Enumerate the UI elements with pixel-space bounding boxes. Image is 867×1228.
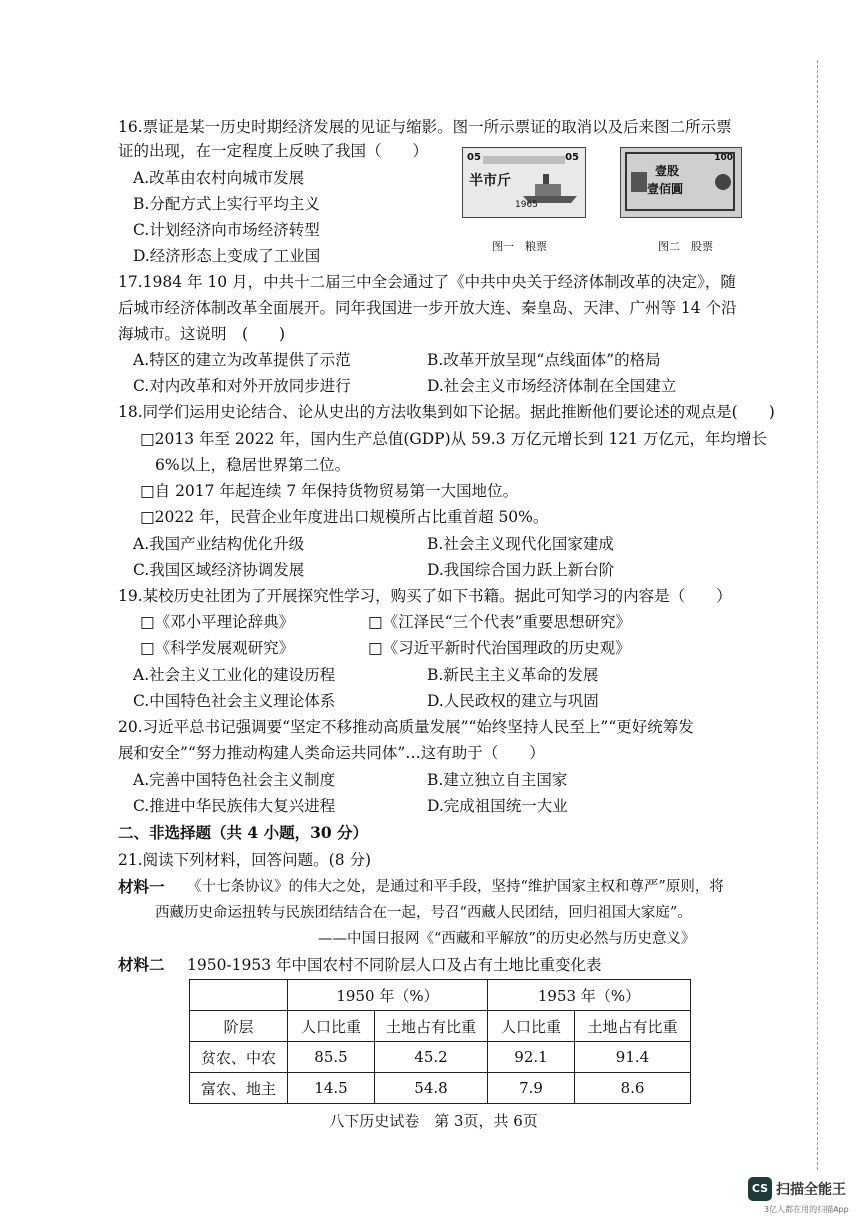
table-year2-header: 1953 年（%） [488,980,691,1011]
scanner-watermark [748,1177,858,1217]
table-header-years [190,980,691,1011]
q17-option-d: D.社会主义市场经济体制在全国建立 [427,377,677,395]
table-row-label: 贫农、中农 [190,1042,288,1073]
table-col-pop-1950: 人口比重 [288,1011,375,1042]
q18-option-c: C.我国区域经济协调发展 [133,561,305,579]
ship-illustration [521,170,581,204]
grain-coupon-number-right: 05 [565,152,579,163]
q19-option-c: C.中国特色社会主义理论体系 [133,692,336,710]
table-cell: 92.1 [488,1042,575,1073]
q19-book4: □《习近平新时代治国理政的历史观》 [368,639,631,657]
q16-option-c: C.计划经济向市场经济转型 [133,221,320,239]
table-cell: 54.8 [375,1073,488,1104]
q16-stem-line1: 16.票证是某一历史时期经济发展的见证与缩影。图一所示票证的取消以及后来图二所示票 [118,118,732,136]
watermark-slogan: 3亿人都在用的扫描App [764,1205,849,1214]
section2-heading: 二、非选择题（共 4 小题，30 分） [118,823,369,842]
land-population-table [189,979,691,1104]
q19-book1: □《邓小平理论辞典》 [140,613,295,631]
material1-source: ——中国日报网《“西藏和平解放”的历史必然与历史意义》 [318,931,696,947]
q18-evidence2: □自 2017 年起连续 7 年保持货物贸易第一大国地位。 [140,482,519,500]
q17-stem-line3: 海城市。这说明 ( ) [118,325,286,343]
q17-option-c: C.对内改革和对外开放同步进行 [133,377,351,395]
watermark-app-name: 扫描全能王 [776,1182,846,1198]
grain-coupon-header-band [483,156,565,164]
stock-certificate-line2: 壹佰圓 [647,182,684,196]
table-col-land-1953: 土地占有比重 [575,1011,691,1042]
q20-stem-line2: 展和安全”“努力推动构建人类命运共同体”…这有助于（ ） [118,744,545,762]
stock-certificate-image [620,147,742,218]
q17-stem-line2: 后城市经济体制改革全面展开。同年我国进一步开放大连、秦皇岛、天津、广州等 14 个沿 [118,299,737,317]
q19-option-b: B.新民主主义革命的发展 [427,666,599,684]
q16-option-a: A.改革由农村向城市发展 [133,169,305,187]
stock-certificate-seal [715,174,731,190]
grain-coupon-number-left: 05 [467,152,481,163]
q19-book2: □《江泽民“三个代表”重要思想研究》 [368,613,631,631]
figure2-caption: 图二 股票 [658,240,713,253]
material1-label: 材料一 [118,877,165,896]
q16-option-d: D.经济形态上变成了工业国 [133,247,321,265]
stock-certificate-line1: 壹股 [655,164,680,178]
q18-evidence3: □2022 年，民营企业年度进出口规模所占比重首超 50%。 [140,508,549,526]
table-col-land-1950: 土地占有比重 [375,1011,488,1042]
table-corner-cell [190,980,288,1011]
table-cell: 85.5 [288,1042,375,1073]
q20-option-d: D.完成祖国统一大业 [427,797,568,815]
q20-option-a: A.完善中国特色社会主义制度 [133,771,336,789]
table-row-label: 富农、地主 [190,1073,288,1104]
material2-title: 1950-1953 年中国农村不同阶层人口及占有土地比重变化表 [187,956,602,974]
q19-stem: 19.某校历史社团为了开展探究性学习，购买了如下书籍。据此可知学习的内容是（ ） [118,587,732,605]
table-cell: 14.5 [288,1073,375,1104]
table-col-pop-1953: 人口比重 [488,1011,575,1042]
q20-option-b: B.建立独立自主国家 [427,771,568,789]
q17-option-a: A.特区的建立为改革提供了示范 [133,351,351,369]
table-year1-header: 1950 年（%） [288,980,488,1011]
table-header-columns [190,1011,691,1042]
q20-stem-line1: 20.习近平总书记强调要“坚定不移推动高质量发展”“始终坚持人民至上”“更好统筹发 [118,718,694,736]
q19-option-a: A.社会主义工业化的建设历程 [133,666,336,684]
page-footer: 八下历史试卷 第 3页，共 6页 [329,1112,538,1130]
table-cell: 91.4 [575,1042,691,1073]
q18-evidence1-line1: □2013 年至 2022 年，国内生产总值(GDP)从 59.3 万亿元增长到 121 万亿元，年均增长 [140,430,767,448]
q20-option-c: C.推进中华民族伟大复兴进程 [133,797,336,815]
q18-option-d: D.我国综合国力跃上新台阶 [427,561,615,579]
grain-coupon-year: 1965 [515,200,538,210]
material1-line2: 西藏历史命运扭转与民族团结结合在一起，号召“西藏人民团结，回归祖国大家庭”。 [155,905,692,921]
table-cell: 7.9 [488,1073,575,1104]
page-edge-line [817,60,818,1170]
q19-book3: □《科学发展观研究》 [140,639,295,657]
q16-option-b: B.分配方式上实行平均主义 [133,195,320,213]
table-row [190,1042,691,1073]
q16-stem-line2: 证的出现，在一定程度上反映了我国（ ） [118,142,429,160]
table-row [190,1073,691,1104]
q17-option-b: B.改革开放呈现“点线面体”的格局 [427,351,661,369]
q17-stem-line1: 17.1984 年 10 月，中共十二届三中全会通过了《中共中央关于经济体制改革的决定》，随 [118,273,736,291]
q18-option-a: A.我国产业结构优化升级 [133,535,305,553]
stock-certificate-emblem [631,172,647,192]
figure1-caption: 图一 粮票 [492,240,547,253]
material1-line1: 《十七条协议》的伟大之处，是通过和平手段，坚持“维护国家主权和尊严”原则，将 [187,879,724,895]
material2-label: 材料二 [118,955,165,974]
camscanner-logo-icon: CS [748,1177,772,1201]
stock-certificate-number: 100 [714,153,733,163]
q18-evidence1-line2: 6%以上，稳居世界第二位。 [155,456,351,474]
grain-coupon-text: 半市斤 [469,173,511,189]
q18-stem: 18.同学们运用史论结合、论从史出的方法收集到如下论据。据此推断他们要论述的观点是( ) [118,403,775,421]
q21-intro: 21.阅读下列材料，回答问题。(8 分) [118,851,372,869]
table-cell: 8.6 [575,1073,691,1104]
table-cell: 45.2 [375,1042,488,1073]
table-col-class: 阶层 [190,1011,288,1042]
q19-option-d: D.人民政权的建立与巩固 [427,692,599,710]
q18-option-b: B.社会主义现代化国家建成 [427,535,614,553]
grain-coupon-image [462,147,586,218]
